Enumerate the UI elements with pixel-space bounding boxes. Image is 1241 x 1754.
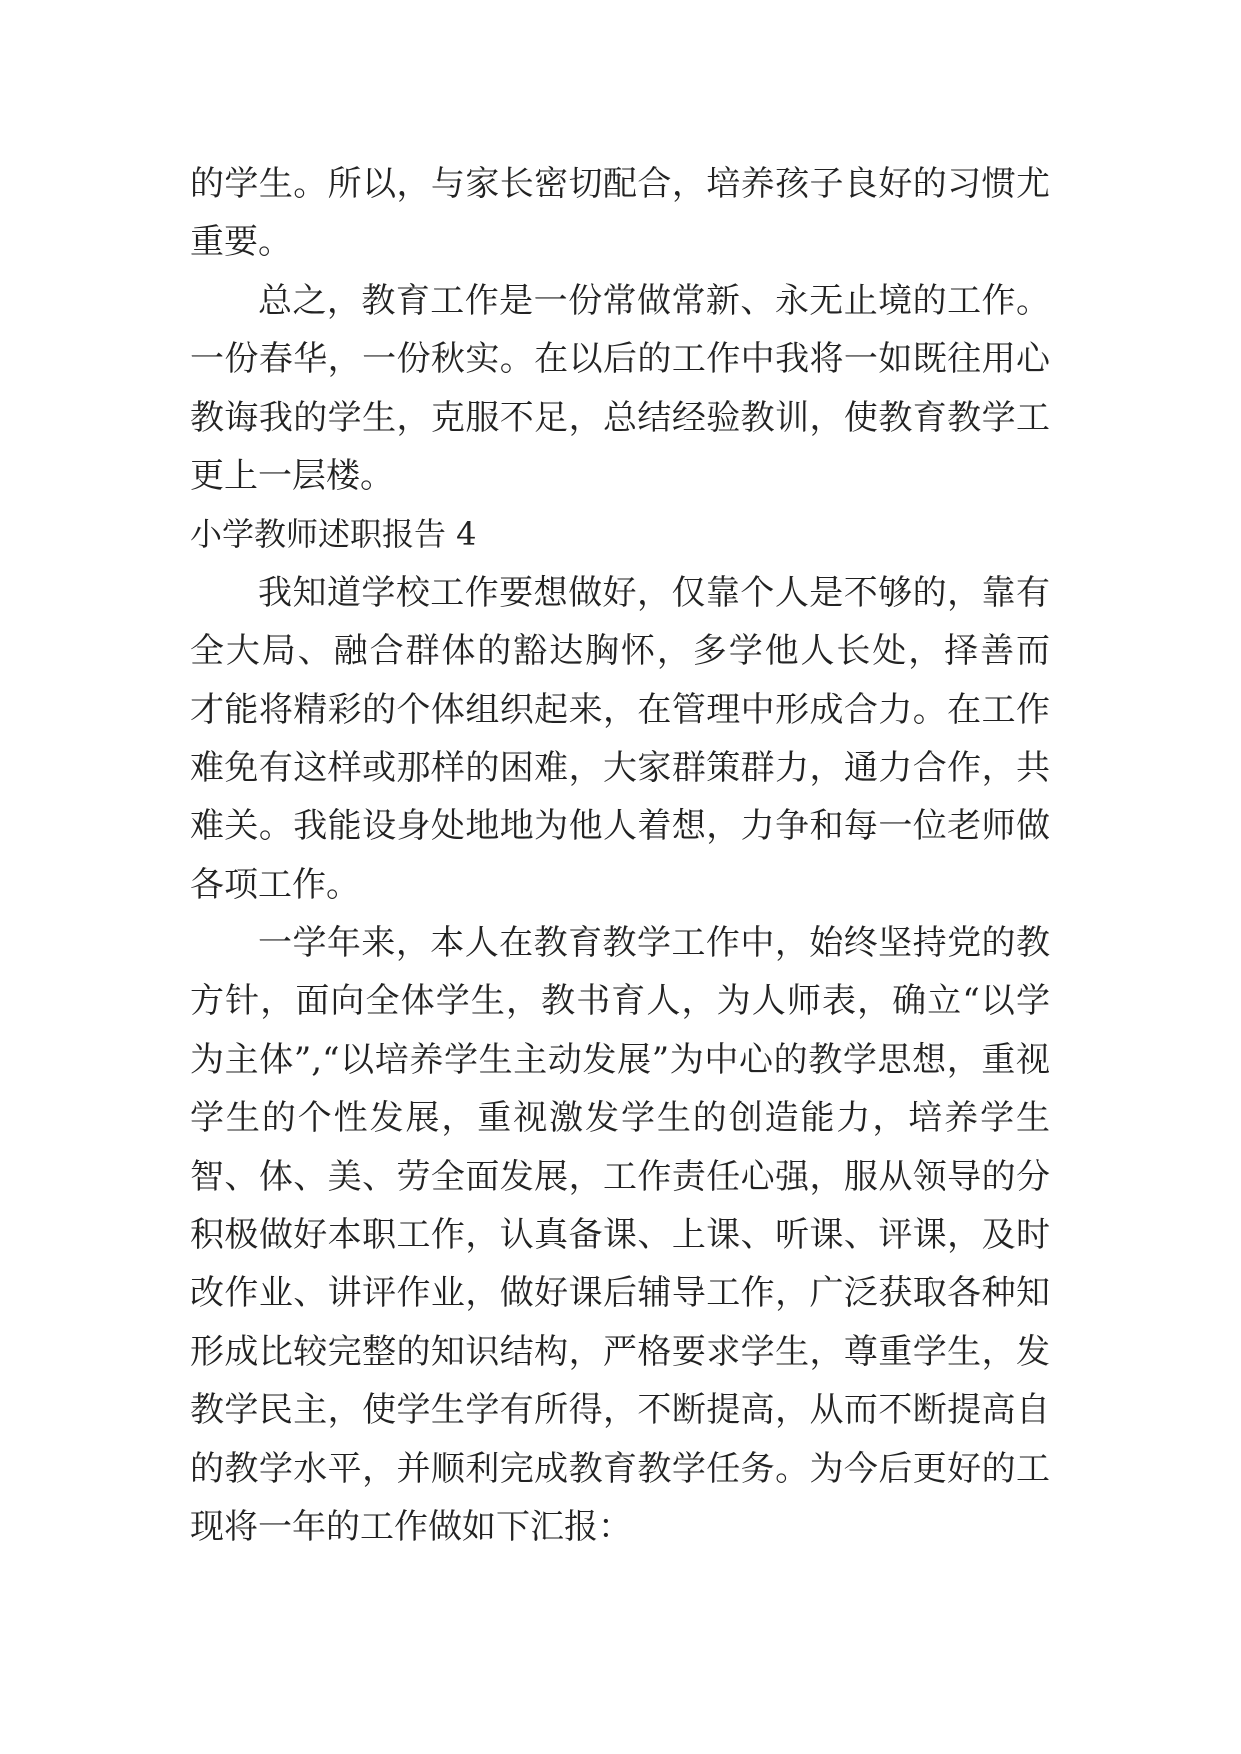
paragraph-first-line: 我知道学校工作要想做好，仅靠个人是不够的，靠有 [258, 572, 1050, 613]
text-line: 学生的个性发展，重视激发学生的创造能力，培养学生 [190, 1098, 1050, 1139]
text-line: 教学民主，使学生学有所得，不断提高，从而不断提高自 [190, 1390, 1050, 1431]
text-line: 方针，面向全体学生，教书育人，为人师表，确立“以学 [190, 981, 1050, 1022]
text-line: 的学生。所以，与家长密切配合，培养孩子良好的习惯尤 [190, 164, 1050, 204]
text-line: 重要。 [190, 222, 292, 263]
section-heading: 小学教师述职报告 4 [190, 515, 477, 554]
text-line: 为主体”,“以培养学生主动发展”为中心的教学思想，重视 [190, 1039, 1050, 1080]
text-line: 的教学水平，并顺利完成教育教学任务。为今后更好的工 [190, 1448, 1050, 1489]
text-line: 积极做好本职工作，认真备课、上课、听课、评课，及时 [190, 1215, 1050, 1256]
paragraph-first-line: 一学年来，本人在教育教学工作中，始终坚持党的教 [258, 923, 1050, 964]
text-line: 智、体、美、劳全面发展，工作责任心强，服从领导的分 [190, 1156, 1050, 1197]
text-line: 更上一层楼。 [190, 455, 394, 496]
text-line: 各项工作。 [190, 864, 360, 905]
text-line: 改作业、讲评作业，做好课后辅导工作，广泛获取各种知 [190, 1273, 1050, 1314]
text-line: 难免有这样或那样的困难，大家群策群力，通力合作，共 [190, 747, 1050, 788]
document-body [190, 155, 1050, 1556]
text-line: 一份春华，一份秋实。在以后的工作中我将一如既往用心 [190, 339, 1050, 380]
paragraph-first-line: 总之，教育工作是一份常做常新、永无止境的工作。 [258, 280, 1050, 321]
text-line: 才能将精彩的个体组织起来，在管理中形成合力。在工作 [190, 689, 1050, 730]
text-line: 难关。我能设身处地地为他人着想，力争和每一位老师做 [190, 806, 1050, 847]
text-line: 形成比较完整的知识结构，严格要求学生，尊重学生，发 [190, 1331, 1050, 1372]
text-line: 教诲我的学生，克服不足，总结经验教训，使教育教学工 [190, 397, 1050, 438]
text-line: 现将一年的工作做如下汇报： [190, 1506, 632, 1547]
text-line: 全大局、融合群体的豁达胸怀，多学他人长处，择善而 [190, 631, 1050, 672]
